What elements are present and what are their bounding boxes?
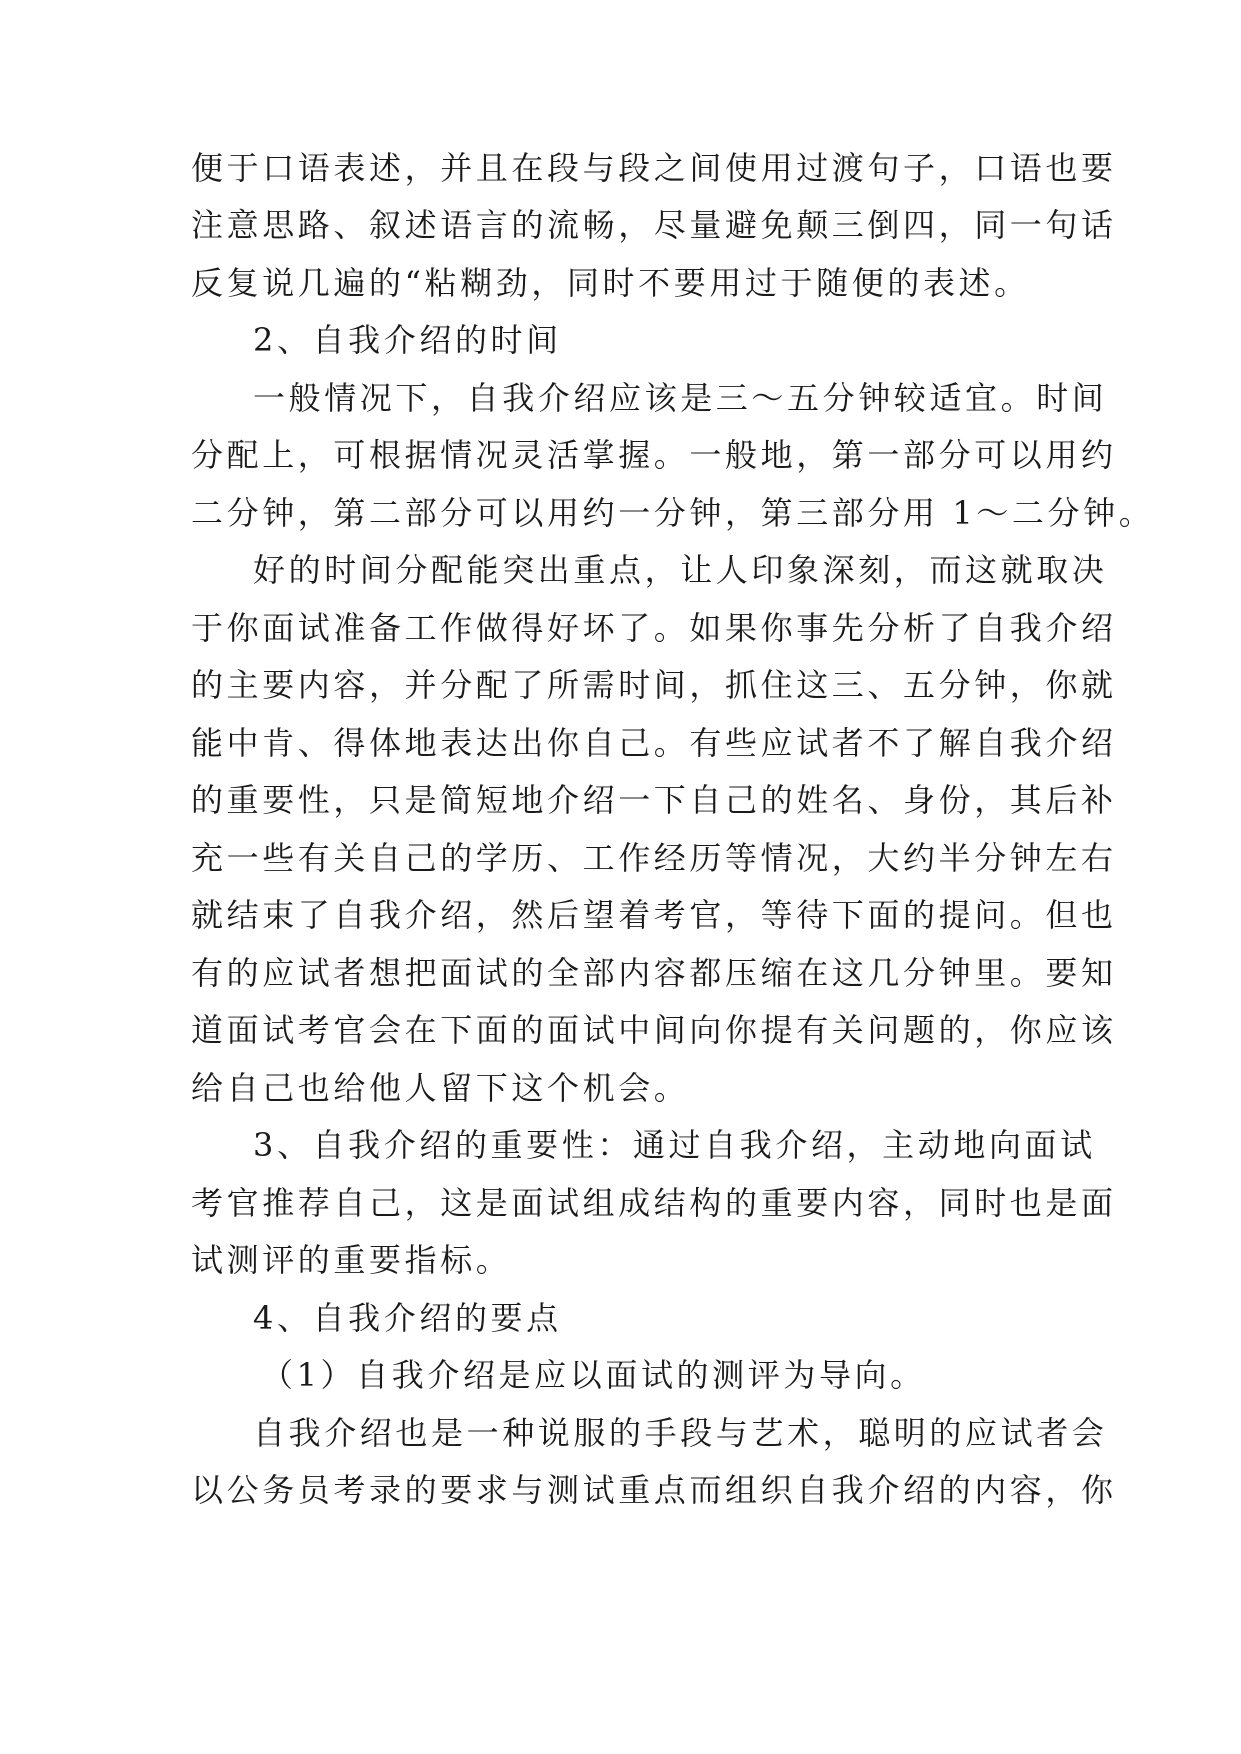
text-line: 以公务员考录的要求与测试重点而组织自我介绍的内容，你 xyxy=(191,1471,1117,1509)
text-line: 有的应试者想把面试的全部内容都压缩在这几分钟里。要知 xyxy=(191,954,1117,992)
section-heading: 3、自我介绍的重要性：通过自我介绍，主动地向面试 xyxy=(253,1126,1096,1164)
text-line: 充一些有关自己的学历、工作经历等情况，大约半分钟左右 xyxy=(191,839,1117,877)
text-line: 好的时间分配能突出重点，让人印象深刻，而这就取决 xyxy=(253,551,1108,589)
text-line: 一般情况下，自我介绍应该是三～五分钟较适宜。时间 xyxy=(253,379,1108,417)
text-line: 给自己也给他人留下这个机会。 xyxy=(191,1069,690,1107)
text-line: 于你面试准备工作做得好坏了。如果你事先分析了自我介绍 xyxy=(191,609,1117,647)
text-line: 注意思路、叙述语言的流畅，尽量避免颠三倒四，同一句话 xyxy=(191,206,1117,244)
text-line: 能中肯、得体地表达出你自己。有些应试者不了解自我介绍 xyxy=(191,724,1117,762)
section-heading: 4、自我介绍的要点 xyxy=(253,1299,562,1337)
text-line: 道面试考官会在下面的面试中间向你提有关问题的，你应该 xyxy=(191,1011,1117,1049)
text-line: 的主要内容，并分配了所需时间，抓住这三、五分钟，你就 xyxy=(191,666,1117,704)
section-heading: 2、自我介绍的时间 xyxy=(253,321,562,359)
text-line: 二分钟，第二部分可以用约一分钟，第三部分用 1～二分钟。 xyxy=(191,494,1155,532)
text-line: 自我介绍也是一种说服的手段与艺术，聪明的应试者会 xyxy=(253,1414,1108,1452)
text-line: 反复说几遍的“粘糊劲，同时不要用过于随便的表述。 xyxy=(191,264,1030,302)
text-line: 就结束了自我介绍，然后望着考官，等待下面的提问。但也 xyxy=(191,896,1117,934)
text-line: 的重要性，只是简短地介绍一下自己的姓名、身份，其后补 xyxy=(191,781,1117,819)
text-line: 试测评的重要指标。 xyxy=(191,1241,512,1279)
text-line: 便于口语表述，并且在段与段之间使用过渡句子，口语也要 xyxy=(191,149,1117,187)
subsection-heading: （1）自我介绍是应以面试的测评为导向。 xyxy=(261,1356,926,1394)
text-line: 分配上，可根据情况灵活掌握。一般地，第一部分可以用约 xyxy=(191,436,1117,474)
text-line: 考官推荐自己，这是面试组成结构的重要内容，同时也是面 xyxy=(191,1184,1117,1222)
